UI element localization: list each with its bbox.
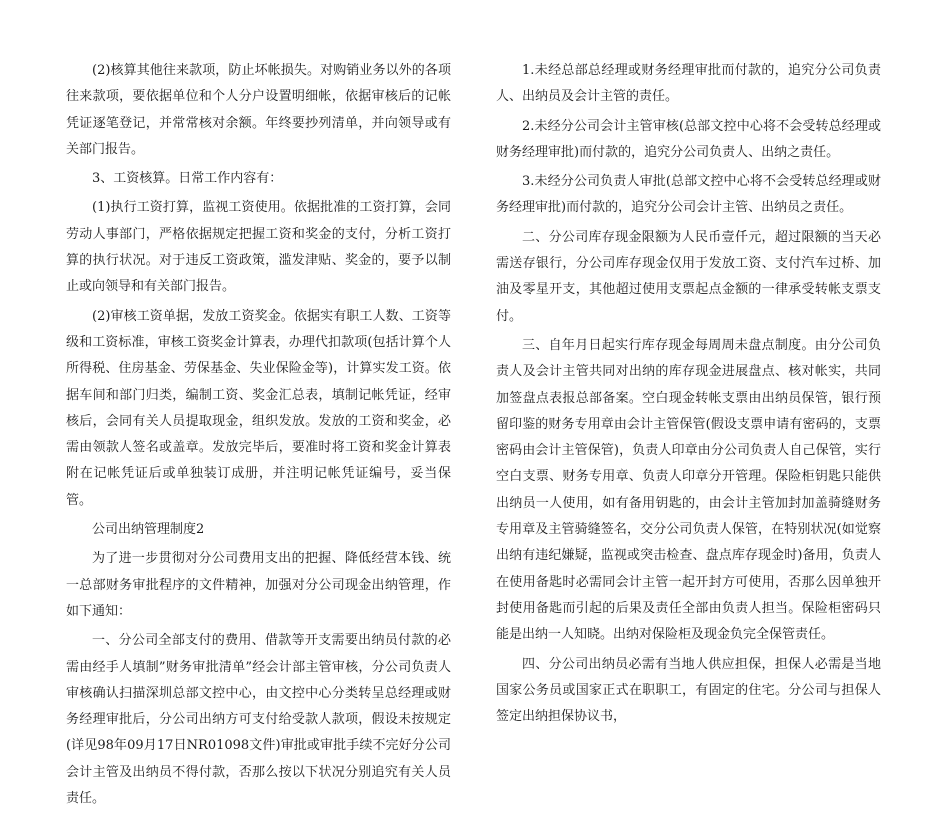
right-column bbox=[496, 58, 881, 733]
left-column bbox=[66, 58, 451, 815]
paragraph: 二、分公司库存现金限额为人民币壹仟元，超过限额的当天必需送存银行，分公司库存现金仅用于发放工资、支付汽车过桥、加油及零星开支，其他超过使用支票起点金额的一律承受转帐支票支付。 bbox=[496, 229, 881, 324]
paragraph: 3、工资核算。日常工作内容有： bbox=[92, 171, 283, 187]
paragraph: (2)审核工资单据，发放工资奖金。依据实有职工人数、工资等级和工资标准，审核工资奖金计算表，办理代扣款项(包括计算个人所得税、住房基金、劳保基金、失业保险金等)，计算实发工资。依据车间和部门归类，编制工资、奖金汇总表，填制记帐凭证，经审核后，会同有关人员提取现金，组织发放。发放的工资和奖金，必需由领款人签名或盖章。发放完毕后，要准时将工资和奖金计算表附在记帐凭证后或单独装订成册，并注明记帐凭证编号，妥当保管。 bbox=[66, 308, 451, 508]
paragraph: (1)执行工资打算，监视工资使用。依据批准的工资打算，会同劳动人事部门，严格依据规定把握工资和奖金的支付，分析工资打算的执行状况。对于违反工资政策，滥发津贴、奖金的，要予以制止或向领导和有关部门报告。 bbox=[66, 200, 451, 295]
section-title: 公司出纳管理制度2 bbox=[92, 522, 205, 538]
paragraph: 1.未经总部总经理或财务经理审批而付款的，追究分公司负责人、出纳员及会计主管的责任。 bbox=[496, 63, 881, 105]
paragraph: 3.未经分公司负责人审批(总部文控中心将不会受转总经理或财务经理审批)而付款的，追究分公司会计主管、出纳员之责任。 bbox=[496, 174, 881, 216]
paragraph: 为了进一步贯彻对分公司费用支出的把握、降低经营本钱、统一总部财务审批程序的文件精神，加强对分公司现金出纳管理，作如下通知： bbox=[66, 551, 451, 619]
paragraph: (2)核算其他往来款项，防止坏帐损失。对购销业务以外的各项往来款项，要依据单位和个人分户设置明细帐，依据审核后的记帐凭证逐笔登记，并常常核对余额。年终要抄列清单，并向领导或有关部门报告。 bbox=[66, 63, 451, 157]
paragraph: 三、自年月日起实行库存现金每周周未盘点制度。由分公司负责人及会计主管共同对出纳的库存现金进展盘点、核对帐实，共同加签盘点表报总部备案。空白现金转帐支票由出纳员保管，银行预留印鉴的财务专用章由会计主管保管(假设支票申请有密码的，支票密码由会计主管保管)，负责人印章由分公司负责人自己保管，实行空白支票、财务专用章、负责人印章分开管理。保险柜钥匙只能供出纳员一人使用，如有备用钥匙的，由会计主管加封加盖骑缝财务专用章及主管骑缝签名，交分公司负责人保管，在特别状况(如觉察出纳有违纪嫌疑，监视或突击检查、盘点库存现金时)备用，负责人在使用备匙时必需同会计主管一起开封方可使用，否那么因单独开封使用备匙而引起的后果及责任全部由负责人担当。保险柜密码只能是出纳一人知晓。出纳对保险柜及现金负完全保管责任。 bbox=[496, 337, 881, 643]
paragraph: 四、分公司出纳员必需有当地人供应担保，担保人必需是当地国家公务员或国家正式在职职工，有固定的住宅。分公司与担保人签定出纳担保协议书， bbox=[496, 656, 881, 725]
paragraph: 2.未经分公司会计主管审核(总部文控中心将不会受转总经理或财务经理审批)而付款的，追究分公司负责人、出纳之责任。 bbox=[496, 118, 881, 160]
paragraph: 一、分公司全部支付的费用、借款等开支需要出纳员付款的必需由经手人填制”财务审批清单”经会计部主管审核，分公司负责人审核确认扫描深圳总部文控中心，由文控中心分类转呈总经理或财务经理审批后，分公司出纳方可支付给受款人款项，假设未按规定(详见98年09月17日NR01098文件)审批或审批手续不完好分公司会计主管及出纳员不得付款，否那么按以下状况分别追究有关人员责任。 bbox=[66, 633, 451, 807]
